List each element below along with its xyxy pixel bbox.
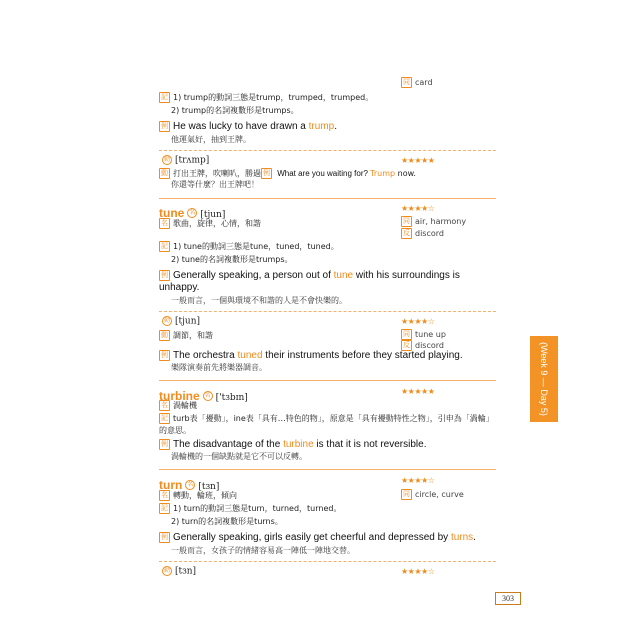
note-text-2: 2) trump的名詞複數形是trumps。 <box>171 106 299 115</box>
noun-pos-icon: 名 <box>204 391 211 399</box>
example-icon: 例 <box>161 441 168 448</box>
note-text: 1) trump的動詞三態是trump，trumped，trumped。 <box>173 93 374 102</box>
example-icon: 例 <box>161 352 168 359</box>
example-sentence: 例 He was lucky to have drawn a trump. <box>161 121 337 133</box>
rating-stars: ★★★★★ <box>401 156 435 165</box>
week-day-tab-label: (Week 9 — Day 5) <box>539 342 550 416</box>
memo-icon: 記 <box>161 242 168 250</box>
definition-row: 名 轉動，輪班，傾向 <box>161 491 237 500</box>
memo-icon: 記 <box>161 93 168 101</box>
divider <box>159 469 496 470</box>
divider <box>159 198 496 199</box>
rating-stars: ★★★★★ <box>401 387 435 396</box>
divider <box>159 380 496 381</box>
synonym-row: 同 tune up <box>403 330 446 339</box>
definition-row: 名 渦輪機 <box>161 401 197 410</box>
note-text-2: 2) turn的名詞複數形是turns。 <box>171 517 283 526</box>
divider <box>159 150 496 151</box>
synonym-row <box>401 77 433 88</box>
entry-header <box>159 155 209 166</box>
note-row: 記 1) turn的動詞三態是turn，turned，turned。 <box>161 504 342 513</box>
note-text-2: 2) tune的名詞複數形是trumps。 <box>171 255 293 264</box>
rating-stars: ★★★★☆ <box>401 317 435 326</box>
example-translation: 他運氣好，抽到王牌。 <box>171 135 251 144</box>
example-icon: 例 <box>161 272 168 279</box>
example-sentence: 例 The disadvantage of the turbine is that it is not reversible. <box>161 439 427 451</box>
noun-pos-icon: 名 <box>187 480 194 488</box>
definition-icon: 名 <box>161 491 168 499</box>
example-translation: 你還等什麼？出王牌吧！ <box>171 180 259 189</box>
memo-icon: 記 <box>161 504 168 512</box>
divider <box>159 561 496 562</box>
definition-icon: 動 <box>161 331 168 339</box>
phonetic: [trʌmp] <box>175 155 210 166</box>
phonetic: [tjun] <box>200 210 226 220</box>
synonym-icon: 同 <box>403 330 410 338</box>
definition-icon: 動 <box>161 169 168 177</box>
synonym-icon: 同 <box>403 78 410 86</box>
example-translation: 一般而言，一個與環境不和諧的人是不會快樂的。 <box>171 296 347 305</box>
antonym-row: 反 discord <box>403 341 444 350</box>
example-sentence: 例 The orchestra tuned their instruments before they started playing. <box>161 350 463 362</box>
example-translation: 樂隊演奏前先將樂器調音。 <box>171 363 267 372</box>
definition-row: 動 打出王牌，吹喇叭，勝過 例 What are you waiting for? Trump now. <box>161 169 416 178</box>
entry-header <box>159 316 200 327</box>
note-row: 記 1) tune的動詞三態是tune，tuned，tuned。 <box>161 242 339 251</box>
headword: turbine <box>159 389 200 403</box>
phonetic: [tɜn] <box>175 566 197 577</box>
memo-icon: 記 <box>161 414 168 422</box>
example-icon: 例 <box>161 534 168 541</box>
rating-stars: ★★★★☆ <box>401 204 435 213</box>
antonym-icon: 反 <box>403 229 410 237</box>
example-icon: 例 <box>263 169 270 177</box>
definition-icon: 名 <box>161 401 168 409</box>
example-sentence: 例 Generally speaking, girls easily get cheerful and depressed by turns. <box>161 532 476 544</box>
definition-icon: 名 <box>161 219 168 227</box>
note-row <box>159 92 373 103</box>
noun-pos-icon: 名 <box>189 208 196 216</box>
phonetic: [tjun] <box>175 316 201 327</box>
rating-stars: ★★★★☆ <box>401 567 435 576</box>
definition-row: 動 調節，和諧 <box>161 331 213 340</box>
phonetic: ['tɜbɪn] <box>215 393 248 403</box>
example-translation: 渦輪機的一個缺點就是它不可以反轉。 <box>171 452 307 461</box>
verb-pos-icon: 動 <box>163 317 170 324</box>
phonetic: [tɜn] <box>198 482 220 492</box>
synonym-row: 同 circle, curve <box>403 490 464 499</box>
page-number: 303 <box>495 592 521 605</box>
verb-pos-icon: 動 <box>163 567 170 574</box>
rating-stars: ★★★★☆ <box>401 476 435 485</box>
antonym-row: 反 discord <box>403 229 444 238</box>
verb-pos-icon: 動 <box>163 156 170 163</box>
headword: tune <box>159 206 185 220</box>
synonym-icon: 同 <box>403 490 410 498</box>
example-icon: 例 <box>161 123 168 130</box>
definition-row: 名 歌曲，旋律，心情，和諧 <box>161 219 261 228</box>
example-sentence: 例 Generally speaking, a person out of tune with his surroundings is unhappy. <box>159 270 460 294</box>
synonym-row: 同 air, harmony <box>403 217 467 226</box>
entry-header <box>159 566 196 577</box>
antonym-icon: 反 <box>403 341 410 349</box>
divider <box>159 311 496 312</box>
note-row: 記 turb表「擾動」，ine表「具有…特色的物」，原意是「具有擾動特性之物」，引申為「渦輪」的意思。 <box>159 414 494 435</box>
example-translation: 一般而言，女孩子的情緒容易高一陣低一陣地交替。 <box>171 546 355 555</box>
headword: turn <box>159 478 183 492</box>
week-day-tab-label-wrap <box>530 336 558 422</box>
synonym-icon: 同 <box>403 217 410 225</box>
synonym-text: card <box>415 78 433 87</box>
